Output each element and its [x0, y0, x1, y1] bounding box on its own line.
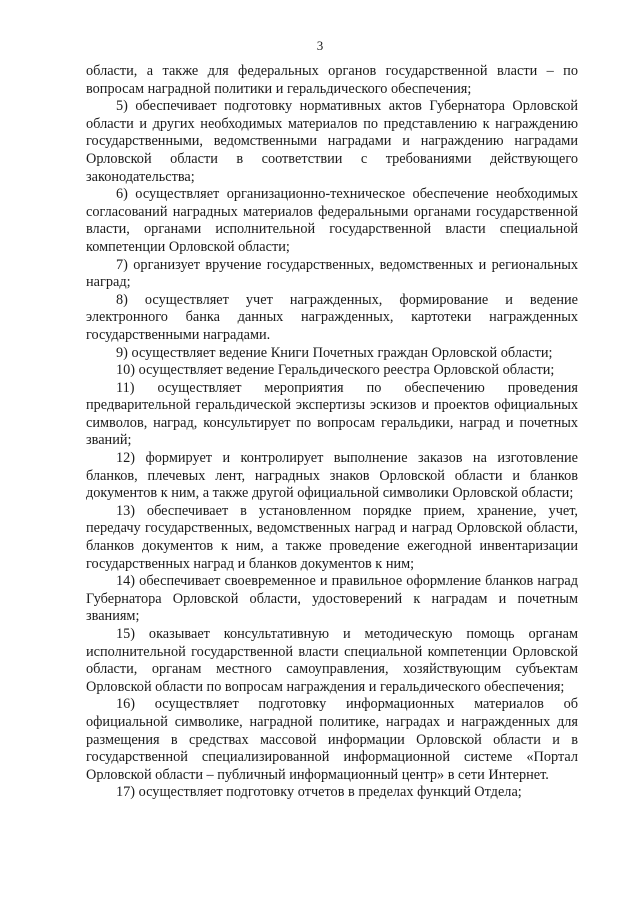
page-number: 3	[316, 38, 324, 53]
paragraph-item-8: 8) осуществляет учет награжденных, формирование и ведение электронного банка данных награжденных, картотеки награжденных государственными наградами.	[86, 291, 578, 343]
paragraph-item-12: 12) формирует и контролирует выполнение заказов на изготовление бланков, плечевых лент, наградных знаков Орловской области и бланков документов к ним, а также другой официальной символики Орловской области;	[86, 450, 578, 502]
paragraph-item-10: 10) осуществляет ведение Геральдического реестра Орловской области;	[116, 362, 555, 379]
document-body	[86, 63, 578, 802]
paragraph-item-7: 7) организует вручение государственных, ведомственных и региональных наград;	[86, 256, 578, 291]
paragraph-item-14: 14) обеспечивает своевременное и правильное оформление бланков наград Губернатора Орловской области, удостоверений к наградам и почетным званиям;	[86, 573, 578, 625]
paragraph-item-5: 5) обеспечивает подготовку нормативных актов Губернатора Орловской области и других необходимых материалов по представлению к награждению государственными, ведомственными наградами и награждению наградами Орловской области в соответствии с требованиями действующего законодательства;	[86, 98, 578, 185]
paragraph-item-9: 9) осуществляет ведение Книги Почетных граждан Орловской области;	[116, 344, 553, 361]
paragraph-item-15: 15) оказывает консультативную и методическую помощь органам исполнительной государственной власти специальной компетенции Орловской области, органам местного самоуправления, хозяйствующим субъектам Орловской области по вопросам награждения и геральдического обеспечения;	[86, 626, 578, 695]
paragraph-item-17: 17) осуществляет подготовку отчетов в пределах функций Отдела;	[116, 784, 522, 801]
paragraph-item-13: 13) обеспечивает в установленном порядке прием, хранение, учет, передачу государственных, ведомственных наград и наград Орловской области, бланков документов к ним, а также проведение ежегодной инвентаризации государственных наград и бланков документов к ним;	[86, 502, 578, 572]
paragraph-item-11: 11) осуществляет мероприятия по обеспечению проведения предварительной геральдической экспертизы эскизов и проектов официальных символов, наград, консультирует по вопросам геральдики, наград и почетных званий;	[86, 379, 578, 449]
paragraph-continuation: области, а также для федеральных органов государственной власти – по вопросам наградной политики и геральдического обеспечения;	[86, 63, 578, 97]
paragraph-item-6: 6) осуществляет организационно-техническое обеспечение необходимых согласований наградных материалов федеральными органами государственной власти, органами исполнительной государственной власти специальной компетенции Орловской области;	[86, 186, 578, 255]
paragraph-item-16: 16) осуществляет подготовку информационных материалов об официальной символике, наградной политике, наградах и награжденных для размещения в средствах массовой информации Орловской области и в государственной специализированной информационной системе «Портал Орловской области – публичный информационный центр» в сети Интернет.	[86, 696, 578, 783]
